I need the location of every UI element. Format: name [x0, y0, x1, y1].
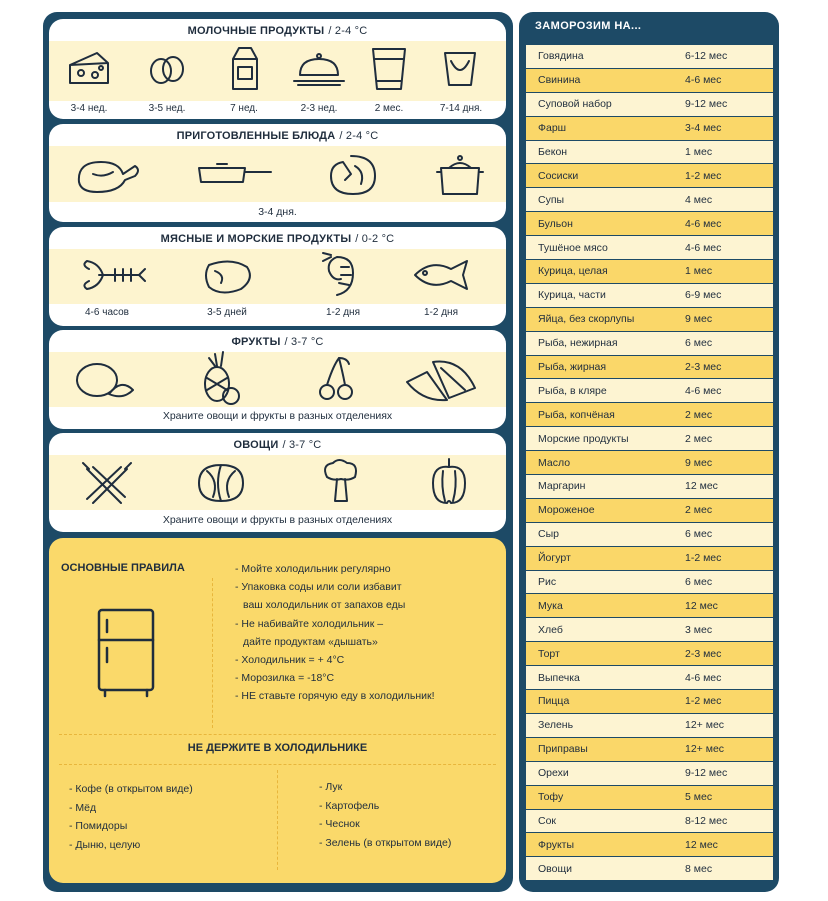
freeze-item-name: Говядина — [538, 50, 584, 63]
freeze-item-name: Сосиски — [538, 169, 579, 182]
freeze-row — [526, 451, 773, 475]
freeze-row — [526, 475, 773, 499]
freeze-row — [526, 666, 773, 690]
freeze-row — [526, 833, 773, 857]
dairy-label: 2-3 нед. — [300, 103, 338, 114]
shrimp-icon — [319, 251, 363, 301]
freeze-row — [526, 117, 773, 141]
freeze-item-name: Рыба, нежирная — [538, 337, 618, 350]
freeze-row — [526, 427, 773, 451]
freeze-item-name: Рыба, копчёная — [538, 408, 615, 421]
freeze-row — [526, 188, 773, 212]
cooking-pot-icon — [435, 152, 485, 198]
freeze-row — [526, 141, 773, 165]
rule-item: - Морозилка = -18°C — [235, 672, 335, 685]
fish-icon — [409, 255, 473, 295]
icon-band — [49, 41, 506, 101]
rule-item: - Не набивайте холодильник – — [235, 617, 384, 630]
freeze-item-name: Пицца — [538, 695, 570, 708]
butter-dish-icon — [292, 51, 346, 89]
pineapple-icon — [199, 350, 243, 408]
no-fridge-item: - Картофель — [319, 799, 380, 812]
freeze-row — [526, 356, 773, 380]
divider — [59, 764, 496, 765]
freeze-item-name: Курица, целая — [538, 265, 608, 278]
freeze-item-duration: 2-3 мес — [685, 361, 722, 374]
freeze-item-name: Фрукты — [538, 838, 575, 851]
freeze-item-duration: 12+ мес — [685, 719, 725, 732]
freeze-item-name: Мука — [538, 599, 563, 612]
freeze-item-name: Рыба, жирная — [538, 361, 607, 374]
freeze-item-name: Свинина — [538, 74, 581, 87]
roast-chicken-icon — [73, 152, 141, 196]
freeze-item-name: Бекон — [538, 146, 568, 158]
freeze-item-name: Бульон — [538, 217, 573, 230]
freeze-item-duration: 1-2 мес — [685, 169, 722, 182]
freeze-row — [526, 499, 773, 523]
freeze-item-name: Яйца, без скорлупы — [538, 313, 635, 326]
section-title: ПРИГОТОВЛЕННЫЕ БЛЮДА / 2-4 °C — [176, 130, 379, 142]
fridge-leg-left — [101, 882, 123, 892]
cabbage-icon — [197, 461, 245, 505]
freeze-item-duration: 6 мес — [685, 337, 713, 350]
meat-label: 3-5 дней — [207, 307, 247, 318]
no-fridge-item: - Мёд — [69, 801, 97, 814]
freeze-item-duration: 4-6 мес — [685, 217, 722, 230]
freeze-item-name: Суповой набор — [538, 98, 612, 111]
freeze-table — [526, 45, 773, 881]
freeze-item-name: Маргарин — [538, 480, 586, 493]
no-fridge-item: - Чеснок — [319, 818, 360, 830]
freeze-item-duration: 5 мес — [685, 791, 713, 804]
freeze-item-name: Морские продукты — [538, 432, 629, 445]
freeze-row — [526, 164, 773, 188]
freeze-item-duration: 4-6 мес — [685, 384, 722, 397]
freeze-row — [526, 690, 773, 714]
divider — [277, 770, 278, 870]
freeze-item-duration: 6 мес — [685, 576, 713, 589]
fridge-icon — [95, 606, 157, 698]
freeze-row — [526, 45, 773, 69]
freeze-item-name: Выпечка — [538, 671, 580, 684]
no-fridge-item: - Помидоры — [69, 820, 128, 832]
section-title: МЯСНЫЕ И МОРСКИЕ ПРОДУКТЫ / 0-2 °C — [160, 233, 395, 245]
freeze-item-duration: 1-2 мес — [685, 552, 722, 565]
no-fridge-item: - Кофе (в открытом виде) — [69, 783, 193, 795]
freeze-item-name: Мороженое — [538, 504, 595, 517]
freeze-item-duration: 9 мес — [685, 456, 713, 469]
freeze-item-name: Овощи — [538, 862, 572, 875]
eggs-icon — [147, 53, 187, 87]
no-fridge-item: - Зелень (в открытом виде) — [319, 836, 452, 849]
watermelon-icon — [403, 354, 481, 404]
freeze-item-duration: 4-6 мес — [685, 241, 722, 254]
freeze-item-name: Орехи — [538, 767, 569, 780]
freeze-row — [526, 284, 773, 308]
freeze-item-duration: 8-12 мес — [685, 814, 728, 827]
meat-label: 1-2 дня — [423, 307, 458, 318]
cheese-icon — [67, 49, 111, 89]
freeze-row — [526, 69, 773, 93]
no-fridge-left-list — [69, 780, 193, 854]
freeze-item-duration: 1 мес — [685, 146, 713, 158]
divider — [212, 578, 213, 728]
freeze-item-name: Фарш — [538, 122, 567, 135]
freeze-row — [526, 738, 773, 762]
freeze-item-name: Рыба, в кляре — [538, 384, 607, 397]
freeze-item-duration: 12 мес — [685, 599, 718, 612]
freeze-item-name: Сыр — [538, 528, 559, 541]
freeze-item-duration: 2 мес — [685, 504, 713, 517]
section-meat — [49, 227, 506, 326]
freeze-item-name: Приправы — [538, 743, 588, 756]
freeze-row — [526, 594, 773, 618]
lobster-icon — [79, 251, 147, 299]
freeze-item-name: Йогурт — [538, 552, 571, 565]
freeze-item-name: Тофу — [538, 791, 564, 804]
freeze-row — [526, 762, 773, 786]
carrots-icon — [79, 459, 135, 507]
freeze-item-duration: 4-6 мес — [685, 74, 722, 87]
bell-pepper-icon — [429, 457, 469, 507]
section-title: ФРУКТЫ / 3-7 °C — [231, 336, 324, 348]
salmon-steak-icon — [325, 152, 379, 198]
section-cooked — [49, 124, 506, 222]
freeze-item-duration: 2 мес — [685, 432, 713, 445]
freeze-item-name: Хлеб — [538, 623, 563, 636]
freeze-item-name: Тушёное мясо — [538, 241, 608, 254]
freeze-item-name: Зелень — [538, 719, 574, 732]
rules-title: ОСНОВНЫЕ ПРАВИЛА — [61, 562, 185, 574]
freeze-row — [526, 714, 773, 738]
freeze-item-duration: 9 мес — [685, 313, 713, 326]
freeze-row — [526, 618, 773, 642]
broccoli-icon — [319, 457, 363, 507]
rule-item: - НЕ ставьте горячую еду в холодильник! — [235, 690, 435, 703]
freeze-item-duration: 3-4 мес — [685, 122, 722, 135]
freeze-item-duration: 9-12 мес — [685, 767, 728, 780]
cup-icon — [370, 45, 408, 91]
dairy-label: 3-5 нед. — [148, 103, 186, 114]
section-vegetables — [49, 433, 506, 532]
freeze-row — [526, 857, 773, 881]
lemon-icon — [73, 358, 135, 402]
freeze-row — [526, 523, 773, 547]
meat-label: 4-6 часов — [85, 307, 129, 318]
section-dairy — [49, 19, 506, 119]
freeze-item-name: Сок — [538, 814, 557, 827]
rules-panel — [49, 538, 506, 883]
freeze-item-duration: 6-12 мес — [685, 50, 728, 63]
yogurt-icon — [442, 49, 478, 89]
freeze-row — [526, 403, 773, 427]
rule-item: дайте продуктам «дышать» — [243, 635, 378, 648]
cooked-note: 3-4 дня. — [258, 206, 297, 218]
rule-item: - Упаковка соды или соли избавит — [235, 581, 402, 594]
frying-pan-icon — [195, 162, 275, 188]
no-fridge-title: НЕ ДЕРЖИТЕ В ХОЛОДИЛЬНИКЕ — [187, 742, 368, 754]
freeze-row — [526, 260, 773, 284]
freeze-row — [526, 571, 773, 595]
freeze-row — [526, 379, 773, 403]
dairy-label: 3-4 нед. — [70, 103, 108, 114]
freeze-item-duration: 4-6 мес — [685, 671, 722, 684]
rule-item: ваш холодильник от запахов еды — [243, 599, 406, 612]
fruits-note: Храните овощи и фрукты в разных отделениях — [162, 410, 393, 422]
meat-label: 1-2 дня — [325, 307, 360, 318]
milk-carton-icon — [227, 45, 263, 91]
cherries-icon — [317, 354, 357, 404]
freeze-item-duration: 2-3 мес — [685, 647, 722, 660]
no-fridge-right-list — [319, 778, 451, 852]
freeze-row — [526, 212, 773, 236]
freeze-item-duration: 4 мес — [685, 193, 713, 206]
section-title: МОЛОЧНЫЕ ПРОДУКТЫ / 2-4 °C — [187, 25, 368, 37]
freeze-item-duration: 2 мес — [685, 408, 713, 421]
no-fridge-item: - Лук — [319, 781, 343, 793]
divider — [59, 734, 496, 735]
section-title: ОВОЩИ / 3-7 °C — [233, 439, 322, 451]
no-fridge-item: - Дыню, целую — [69, 838, 141, 851]
rule-item: - Холодильник = + 4°C — [235, 654, 345, 667]
rules-list — [235, 560, 435, 706]
dairy-label: 7 нед. — [230, 103, 258, 114]
steak-icon — [201, 257, 255, 295]
freeze-row — [526, 93, 773, 117]
dairy-label: 2 мес. — [374, 103, 404, 114]
vegetables-note: Храните овощи и фрукты в разных отделениях — [162, 514, 393, 526]
freeze-row — [526, 547, 773, 571]
freeze-item-name: Курица, части — [538, 289, 606, 302]
freeze-row — [526, 642, 773, 666]
dairy-label: 7-14 дня. — [439, 103, 483, 114]
freeze-item-duration: 6 мес — [685, 528, 713, 541]
freeze-item-name: Супы — [538, 193, 565, 206]
freeze-row — [526, 308, 773, 332]
rule-item: - Мойте холодильник регулярно — [235, 563, 391, 575]
freeze-item-duration: 1-2 мес — [685, 695, 722, 708]
freeze-row — [526, 236, 773, 260]
freeze-item-duration: 12 мес — [685, 838, 718, 851]
fridge-leg-right — [433, 882, 455, 892]
freeze-item-duration: 12+ мес — [685, 743, 725, 756]
freeze-item-duration: 3 мес — [685, 623, 713, 636]
freeze-item-name: Масло — [538, 456, 571, 469]
freeze-row — [526, 810, 773, 834]
freeze-item-duration: 1 мес — [685, 265, 713, 278]
freeze-item-duration: 9-12 мес — [685, 98, 728, 111]
freeze-row — [526, 786, 773, 810]
freeze-item-duration: 12 мес — [685, 480, 718, 493]
freeze-title: ЗАМОРОЗИМ НА... — [535, 20, 642, 32]
freeze-item-duration: 8 мес — [685, 862, 713, 875]
freeze-item-name: Рис — [538, 576, 557, 589]
section-fruits — [49, 330, 506, 429]
freeze-row — [526, 332, 773, 356]
freeze-item-name: Торт — [538, 647, 560, 660]
freeze-item-duration: 6-9 мес — [685, 289, 722, 302]
